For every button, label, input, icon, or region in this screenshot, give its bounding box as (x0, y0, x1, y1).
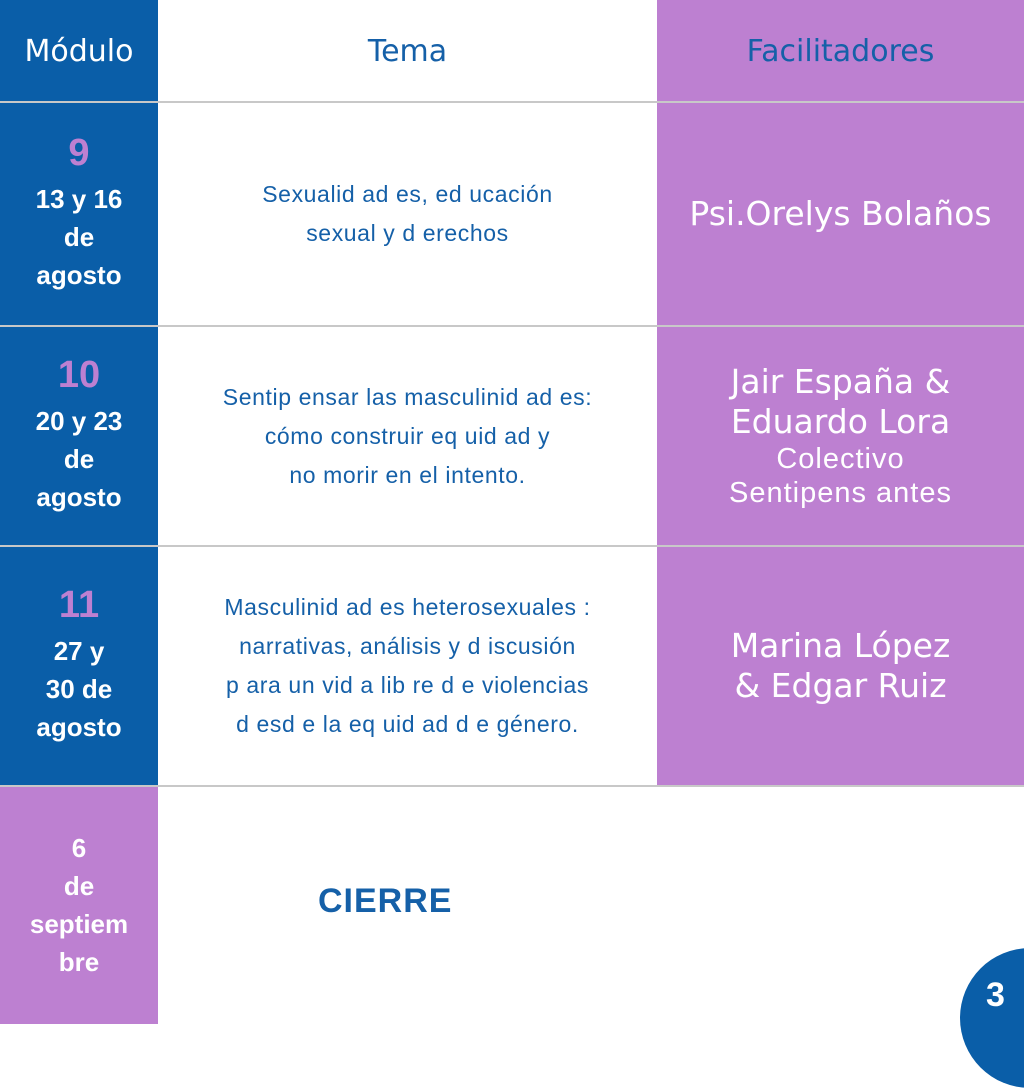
module-11-theme (158, 546, 657, 786)
module-11-facilitators (657, 546, 1024, 786)
page-number-badge (960, 948, 1024, 1088)
theme-line: sexual y d erechos (306, 220, 509, 246)
module-number: 9 (68, 132, 90, 175)
theme-line: d esd e la eq uid ad d e género. (236, 711, 579, 737)
closing-date-line: septiem (29, 909, 129, 939)
facilitator-line: Jair España & (730, 362, 951, 401)
header-modulo-label: Módulo (24, 33, 134, 69)
row-divider (0, 101, 1024, 103)
header-tema-label: Tema (367, 33, 448, 69)
row-divider (0, 545, 1024, 547)
module-11-cell (0, 546, 158, 786)
theme-line: Masculinid ad es heterosexuales : (224, 594, 591, 620)
collective-line: Colectivo (776, 443, 905, 475)
facilitator-line: Psi.Orelys Bolaños (689, 194, 992, 233)
facilitator-line: Eduardo Lora (730, 402, 951, 441)
module-date-line: 27 y (53, 635, 105, 666)
collective-line: Sentipens antes (729, 477, 952, 509)
facilitator-line: Marina López (730, 626, 951, 665)
header-facilitadores-label: Facilitadores (746, 33, 935, 69)
module-10-cell (0, 326, 158, 546)
theme-line: Sexualid ad es, ed ucación (262, 181, 553, 207)
theme-line: no morir en el intento. (289, 461, 526, 488)
closing-date-line: de (63, 871, 95, 901)
module-9-cell (0, 102, 158, 326)
theme-line: p ara un vid a lib re d e violencias (226, 672, 589, 698)
module-9-facilitators (657, 102, 1024, 326)
module-number: 10 (57, 354, 101, 397)
page-number: 3 (986, 976, 1005, 1014)
module-date-line: 20 y 23 (35, 405, 123, 436)
header-facilitadores (657, 0, 1024, 102)
module-date-line: agosto (36, 481, 122, 512)
closing-label: CIERRE (318, 882, 453, 920)
theme-line: narrativas, análisis y d iscusión (239, 633, 576, 659)
row-divider (0, 325, 1024, 327)
module-date-line: 30 de (45, 673, 113, 704)
facilitator-line: & Edgar Ruiz (734, 666, 947, 705)
module-date-line: agosto (36, 259, 122, 290)
module-9-theme (158, 102, 657, 326)
closing-date-cell (0, 786, 158, 1024)
row-divider (0, 785, 1024, 787)
module-date-line: 13 y 16 (35, 183, 123, 214)
module-number: 11 (58, 584, 100, 627)
closing-date-line: 6 (71, 833, 87, 863)
header-tema (158, 0, 657, 102)
closing-date-line: bre (58, 947, 100, 977)
module-date-line: agosto (36, 711, 122, 742)
header-modulo (0, 0, 158, 102)
module-10-theme (158, 326, 657, 546)
module-date-line: de (63, 443, 95, 474)
theme-line: Sentip ensar las masculinid ad es: (222, 383, 593, 410)
module-date-line: de (63, 221, 95, 252)
module-10-facilitators (657, 326, 1024, 546)
theme-line: cómo construir eq uid ad y (264, 422, 551, 449)
